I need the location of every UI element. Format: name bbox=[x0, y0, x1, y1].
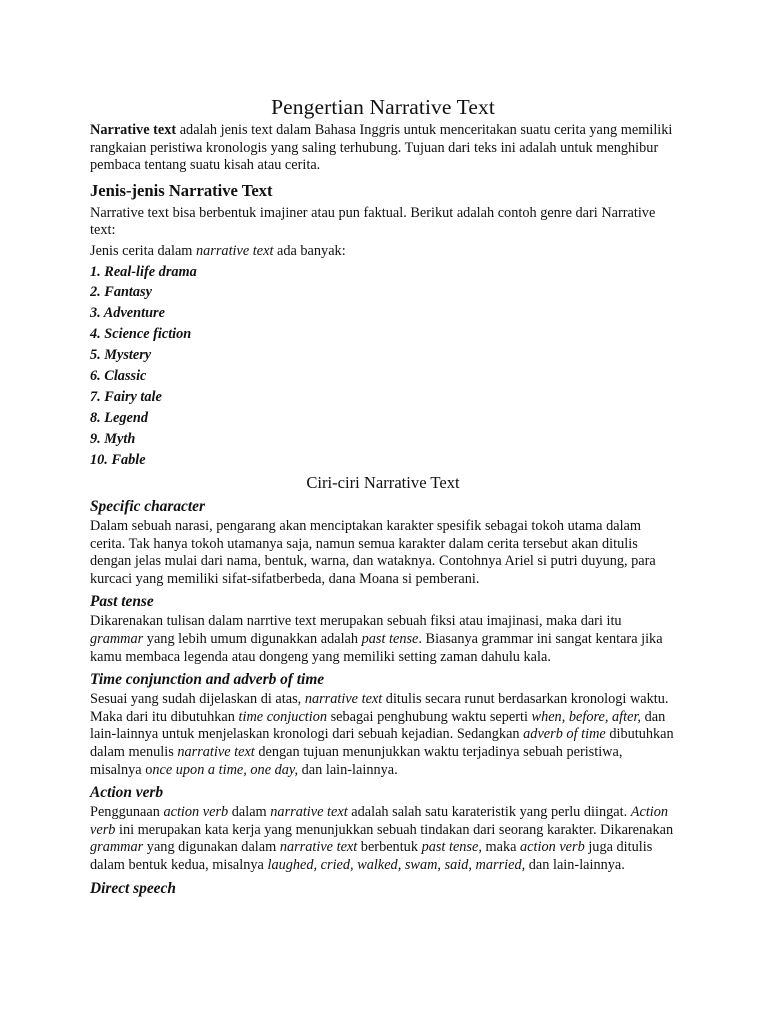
action-em-8: laughed, cried, walked, swam, said, married, bbox=[267, 856, 526, 873]
action-em-3: Action verb bbox=[90, 804, 669, 838]
intro-term: Narrative text bbox=[90, 122, 177, 138]
types-paragraph-2 bbox=[90, 243, 676, 261]
genre-item-science-fiction: 4. Science fiction bbox=[90, 326, 192, 343]
genre-item-real-life-drama: 1. Real-life drama bbox=[90, 263, 197, 280]
time-em-1: narrative text bbox=[304, 691, 383, 708]
action-text-2: dalam bbox=[228, 804, 271, 821]
types-paragraph-2-text-b: ada banyak: bbox=[273, 242, 346, 259]
action-em-6: past tense, bbox=[421, 839, 482, 856]
action-em-1: action verb bbox=[163, 804, 229, 821]
action-text-3: adalah salah satu karateristik yang perlu diingat. bbox=[347, 804, 631, 821]
time-em-6: nce upon a time, one day, bbox=[152, 761, 299, 778]
document-title: Pengertian Narrative Text bbox=[271, 95, 495, 119]
specific-character-heading: Specific character bbox=[90, 498, 205, 516]
action-text-5: yang digunakan dalam bbox=[143, 839, 280, 856]
action-text-4: ini merupakan kata kerja yang menunjukkan sebuah tindakan dari seorang karakter. Dikarenakan bbox=[115, 821, 674, 838]
past-tense-paragraph bbox=[90, 613, 676, 666]
intro-text: adalah jenis text dalam Bahasa Inggris untuk menceritakan suatu cerita yang memiliki rangkaian peristiwa kronologis yang saling terhubung. Tujuan dari teks ini adalah untuk menghibur pembaca tentang suatu kisah atau cerita. bbox=[90, 122, 673, 174]
genre-item-adventure: 3. Adventure bbox=[90, 305, 165, 322]
past-text-1: Dikarenakan tulisan dalam narrtive text merupakan sebuah fiksi atau imajinasi, maka dari itu bbox=[90, 613, 622, 630]
types-paragraph-2-em: narrative text bbox=[196, 242, 274, 259]
time-em-5: narrative text bbox=[177, 744, 255, 761]
genre-item-mystery: 5. Mystery bbox=[90, 347, 152, 364]
time-text-2: ditulis secara runut berdasarkan kronologi waktu. Maka dari itu dibutuhkan bbox=[90, 691, 669, 725]
time-em-3: when, before, after, bbox=[531, 708, 641, 725]
genre-item-legend: 8. Legend bbox=[90, 409, 148, 426]
time-text-4: dan lain-lainnya untuk menjelaskan kronologi dari sebuah kejadian. Sedangkan bbox=[90, 708, 666, 743]
genre-item-fantasy: 2. Fantasy bbox=[90, 284, 152, 301]
past-em-1: grammar bbox=[90, 631, 144, 648]
time-em-4: adverb of time bbox=[523, 726, 606, 743]
types-paragraph-1: Narrative text bisa berbentuk imajiner atau pun faktual. Berikut adalah contoh genre dari Narrative text: bbox=[90, 204, 656, 239]
types-heading: Jenis-jenis Narrative Text bbox=[90, 180, 273, 200]
action-em-5: narrative text bbox=[279, 839, 358, 856]
genre-list bbox=[90, 264, 676, 470]
time-em-2: time conjuction bbox=[238, 708, 328, 725]
action-text-8: juga ditulis dalam bentuk kedua, misalnya bbox=[90, 839, 653, 873]
time-conjunction-paragraph bbox=[90, 691, 676, 779]
action-em-7: action verb bbox=[520, 839, 585, 856]
direct-speech-heading: Direct speech bbox=[90, 879, 176, 897]
types-paragraph-2-text-a: Jenis cerita dalam bbox=[90, 242, 196, 259]
genre-item-fairy-tale: 7. Fairy tale bbox=[90, 388, 162, 405]
action-text-6: berbentuk bbox=[357, 839, 422, 856]
genre-item-classic: 6. Classic bbox=[90, 368, 147, 385]
time-text-1: Sesuai yang sudah dijelaskan di atas, bbox=[90, 691, 305, 708]
action-verb-paragraph bbox=[90, 804, 676, 874]
features-heading: Ciri-ciri Narrative Text bbox=[306, 473, 460, 493]
action-em-4: grammar bbox=[90, 839, 144, 856]
time-text-3: sebagai penghubung waktu seperti bbox=[327, 708, 532, 725]
action-em-2: narrative text bbox=[270, 804, 348, 821]
time-text-7: dan lain-lainnya. bbox=[298, 761, 398, 778]
specific-character-paragraph: Dalam sebuah narasi, pengarang akan menciptakan karakter spesifik sebagai tokoh utama dalam cerita. Tak hanya tokoh utamanya saja, namun semua karakter dalam cerita tersebut akan ditulis dengan jelas mulai dari nama, bentuk, warna, dan wataknya. Contohnya Ariel si putri duyung, para kurcaci yang memiliki sifat-sifatberbeda, dana Moana si pemberani. bbox=[90, 518, 656, 587]
time-conjunction-heading: Time conjunction and adverb of time bbox=[90, 671, 325, 689]
past-text-3: . Biasanya grammar ini sangat kentara jika kamu membaca legenda atau dongeng yang memiliki setting zaman dahulu kala. bbox=[90, 631, 663, 665]
action-verb-heading: Action verb bbox=[90, 784, 164, 802]
time-text-6: dengan tujuan menunjukkan waktu terjadinya sebuah peristiwa, misalnya o bbox=[90, 744, 623, 778]
past-em-2: past tense bbox=[361, 631, 419, 648]
action-text-9: dan lain-lainnya. bbox=[525, 856, 625, 873]
past-tense-heading: Past tense bbox=[90, 593, 154, 611]
time-text-5: dibutuhkan dalam menulis bbox=[90, 726, 674, 761]
genre-item-myth: 9. Myth bbox=[90, 430, 136, 447]
past-text-2: yang lebih umum digunakkan adalah bbox=[143, 631, 362, 648]
intro-paragraph bbox=[90, 122, 676, 175]
action-text-7: maka bbox=[481, 839, 521, 856]
genre-item-fable: 10. Fable bbox=[90, 451, 146, 468]
action-text-1: Penggunaan bbox=[90, 804, 164, 821]
